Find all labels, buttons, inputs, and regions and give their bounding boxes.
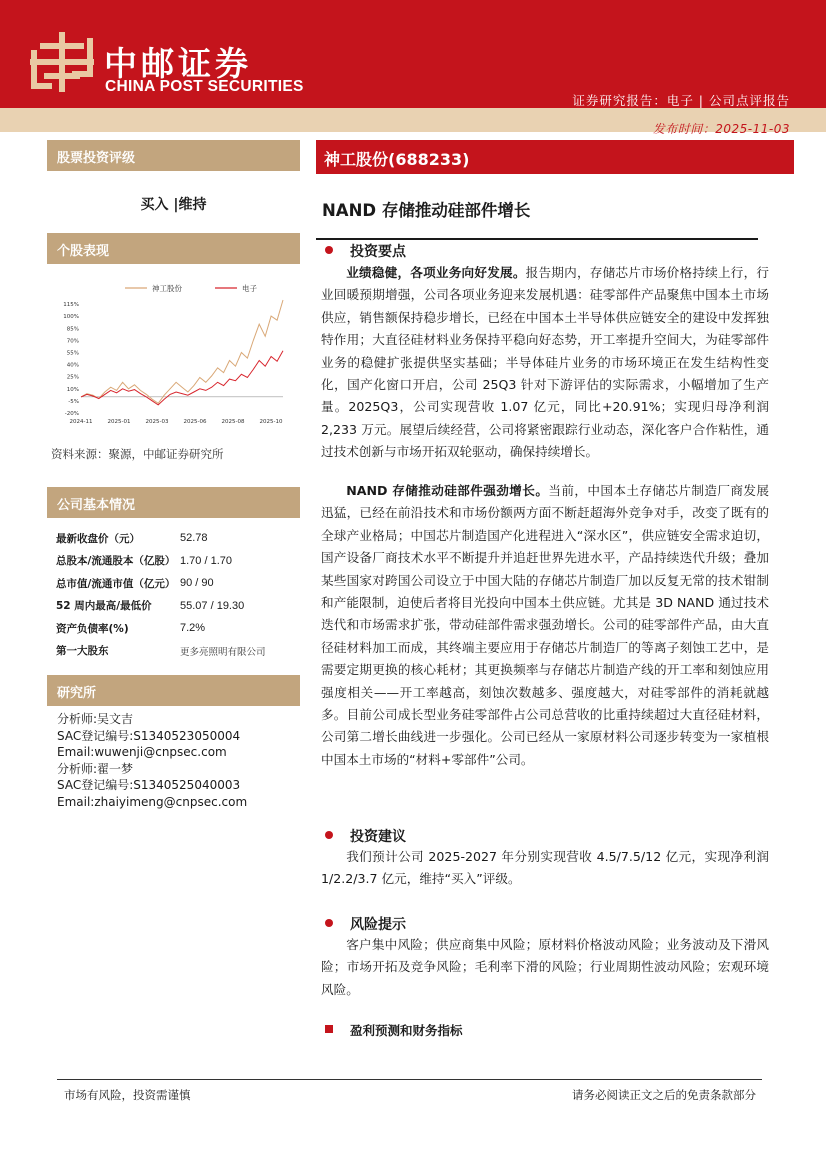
y-tick-label: 115% <box>63 302 79 309</box>
y-tick-label: -5% <box>68 398 79 405</box>
bullet-icon <box>325 831 333 839</box>
analyst-name: 分析师:翟一梦 <box>57 761 134 776</box>
paragraph-body: 我们预计公司 2025-2027 年分别实现营收 4.5/7.5/12 亿元，实现净利润 1/2.2/3.7 亿元，维持“买入”评级。 <box>321 849 769 887</box>
analyst-name: 分析师:吴文吉 <box>57 712 134 726</box>
bullet-icon <box>325 919 333 927</box>
info-value: 90 / 90 <box>180 577 214 590</box>
stock-title: 神工股份(688233) <box>316 140 794 174</box>
y-tick-label: 10% <box>66 386 79 393</box>
analyst-list <box>57 711 302 811</box>
paragraph-body: 报告期内，存储芯片市场价格持续上行，行业回暖预期增强，公司各项业务迎来发展机遇：硅零部件产品聚焦中国本土市场供应，销售额保持稳步增长，已经在中国本土半导体供应链安全的建设中发挥独特作用；大直径硅材料业务保持平稳向好态势，开工率提升空间大，为硅零部件业务的稳健扩张提供坚实基础；半导体硅片业务的市场环境正在发生结构性变化，国产化窗口开启，公司 25Q3 针对下游评估的实际需求，小幅增加了生产量。2025Q3，公司实现营收 1.07 亿元，同比+20.91%；实现归母净利润 2,233 万元。展望后续经营，公司将紧密跟踪行业动态，深化客户合作粘性，通过技术创新与市场开拓双轮驱动，确保持续增长。 <box>321 265 770 460</box>
footer-risk-note: 市场有风险，投资需谨慎 <box>64 1088 191 1102</box>
paragraph-body: 客户集中风险；供应商集中风险；原材料价格波动风险；业务波动及下滑风险；市场开拓及竞争风险；毛利率下滑的风险；行业周期性波动风险；宏观环境风险。 <box>321 937 769 997</box>
paragraph <box>321 262 769 464</box>
info-row <box>56 572 296 595</box>
info-label: 第一大股东 <box>56 645 109 658</box>
series-line <box>81 300 283 403</box>
paragraph-body: 当前，中国本土存储芯片制造厂商发展迅猛，已经在前沿技术和市场份额两方面不断赶超海外竞争对手，改变了既有的全球产业格局；中国芯片制造国产化进程进入“深水区”，供应链安全需求迫切，国产设备厂商技术水平不断提升并追赶世界先进水平，产品持续迭代升级；叠加某些国家对跨国公司设立于中国大陆的存储芯片制造厂加以反复无常的技术钳制和产能限制，迫使后者将目光投向中国本土供应链。尤其是 3D NAND 通过技术迭代和市场需求扩张，带动硅部件需求强劲增长。公司的硅零部件产品，由大直径硅材料加工而成，其终端主要应用于存储芯片制造厂的等离子刻蚀工艺中，是需要定期更换的核心耗材；其更换频率与存储芯片制造产线的开工率和刻蚀应用强度相关——开工率越高，刻蚀次数越多、强度越大，对硅零部件的消耗就越多。目前公司成长型业务硅零部件占公司总营收的比重持续超过大直径硅材料，公司第二增长曲线进一步强化。公司已经从一家原材料公司逐步转变为一家植根中国本土市场的“材料+零部件”公司。 <box>321 483 769 767</box>
section-title-text: 风险提示 <box>350 917 406 933</box>
performance-section-title: 个股表现 <box>47 233 300 264</box>
y-tick-label: 85% <box>66 326 79 333</box>
info-row <box>56 640 296 663</box>
info-label: 总股本/流通股本（亿股） <box>56 555 176 568</box>
y-tick-label: 25% <box>66 374 79 381</box>
info-row <box>56 595 296 618</box>
info-label: 总市值/流通市值（亿元） <box>56 577 176 590</box>
section-title-text: 盈利预测和财务指标 <box>350 1023 463 1038</box>
info-label: 资产负债率(%) <box>56 622 129 635</box>
logo-chinese-name: 中邮证券 <box>104 44 252 83</box>
bullet-icon <box>325 246 333 254</box>
x-tick-label: 2025-10 <box>259 419 283 425</box>
basic-info-table <box>56 527 296 662</box>
legend-label: 神工股份 <box>152 284 182 293</box>
legend-label: 电子 <box>242 284 257 293</box>
china-post-logo-icon <box>26 26 98 98</box>
paragraph <box>321 480 769 771</box>
info-label: 52 周内最高/最低价 <box>56 600 152 613</box>
info-value: 55.07 / 19.30 <box>180 599 245 612</box>
section-title-text: 投资要点 <box>350 244 406 260</box>
paragraph <box>321 846 769 891</box>
x-tick-label: 2025-03 <box>145 419 169 425</box>
section-title-investment-advice <box>325 826 406 846</box>
info-value: 更多亮照明有限公司 <box>180 646 266 658</box>
paragraph <box>321 934 769 1001</box>
basic-info-section-title: 公司基本情况 <box>47 487 300 518</box>
y-tick-label: 70% <box>66 338 79 345</box>
y-tick-label: 100% <box>63 314 79 321</box>
section-title-key-points <box>325 241 406 261</box>
x-tick-label: 2024-11 <box>69 419 93 425</box>
report-headline: NAND 存储推动硅部件增长 <box>322 201 531 220</box>
info-label: 最新收盘价（元） <box>56 532 140 545</box>
analyst-email[interactable]: Email:zhaiyimeng@cnpsec.com <box>57 794 248 809</box>
info-row <box>56 550 296 573</box>
research-section-title: 研究所 <box>47 675 300 706</box>
paragraph-lead: NAND 存储推动硅部件强劲增长。 <box>346 483 549 498</box>
publish-date: 发布时间：2025-11-03 <box>652 122 790 136</box>
info-value: 52.78 <box>180 532 208 545</box>
logo-english-name: CHINA POST SECURITIES <box>105 78 304 95</box>
section-title-forecast <box>325 1021 463 1039</box>
stock-performance-chart <box>55 280 290 430</box>
info-row <box>56 617 296 640</box>
analyst-sac: SAC登记编号:S1340523050004 <box>57 728 241 743</box>
square-bullet-icon <box>325 1025 333 1033</box>
y-tick-label: 55% <box>66 350 79 357</box>
section-title-text: 投资建议 <box>350 829 406 845</box>
rating-value: 买入 |维持 <box>140 197 207 213</box>
headline-divider <box>316 238 758 240</box>
rating-section-title: 股票投资评级 <box>47 140 300 171</box>
x-tick-label: 2025-08 <box>221 419 245 425</box>
info-value: 7.2% <box>180 622 206 635</box>
footer-disclaimer-note: 请务必阅读正文之后的免责条款部分 <box>572 1088 756 1102</box>
report-type: 证券研究报告：电子 | 公司点评报告 <box>572 93 790 108</box>
analyst-email[interactable]: Email:wuwenji@cnpsec.com <box>57 745 227 760</box>
chart-source: 资料来源：聚源，中邮证券研究所 <box>51 447 224 461</box>
header-band <box>0 0 826 108</box>
y-tick-label: -20% <box>64 411 79 417</box>
analyst-sac: SAC登记编号:S1340525040003 <box>57 778 241 793</box>
info-row <box>56 527 296 550</box>
y-tick-label: 40% <box>66 362 79 369</box>
section-title-risk <box>325 914 406 934</box>
x-tick-label: 2025-01 <box>107 419 131 425</box>
footer-divider <box>57 1079 762 1080</box>
x-tick-label: 2025-06 <box>183 419 207 425</box>
paragraph-lead: 业绩稳健，各项业务向好发展。 <box>346 265 526 280</box>
info-value: 1.70 / 1.70 <box>180 554 232 567</box>
